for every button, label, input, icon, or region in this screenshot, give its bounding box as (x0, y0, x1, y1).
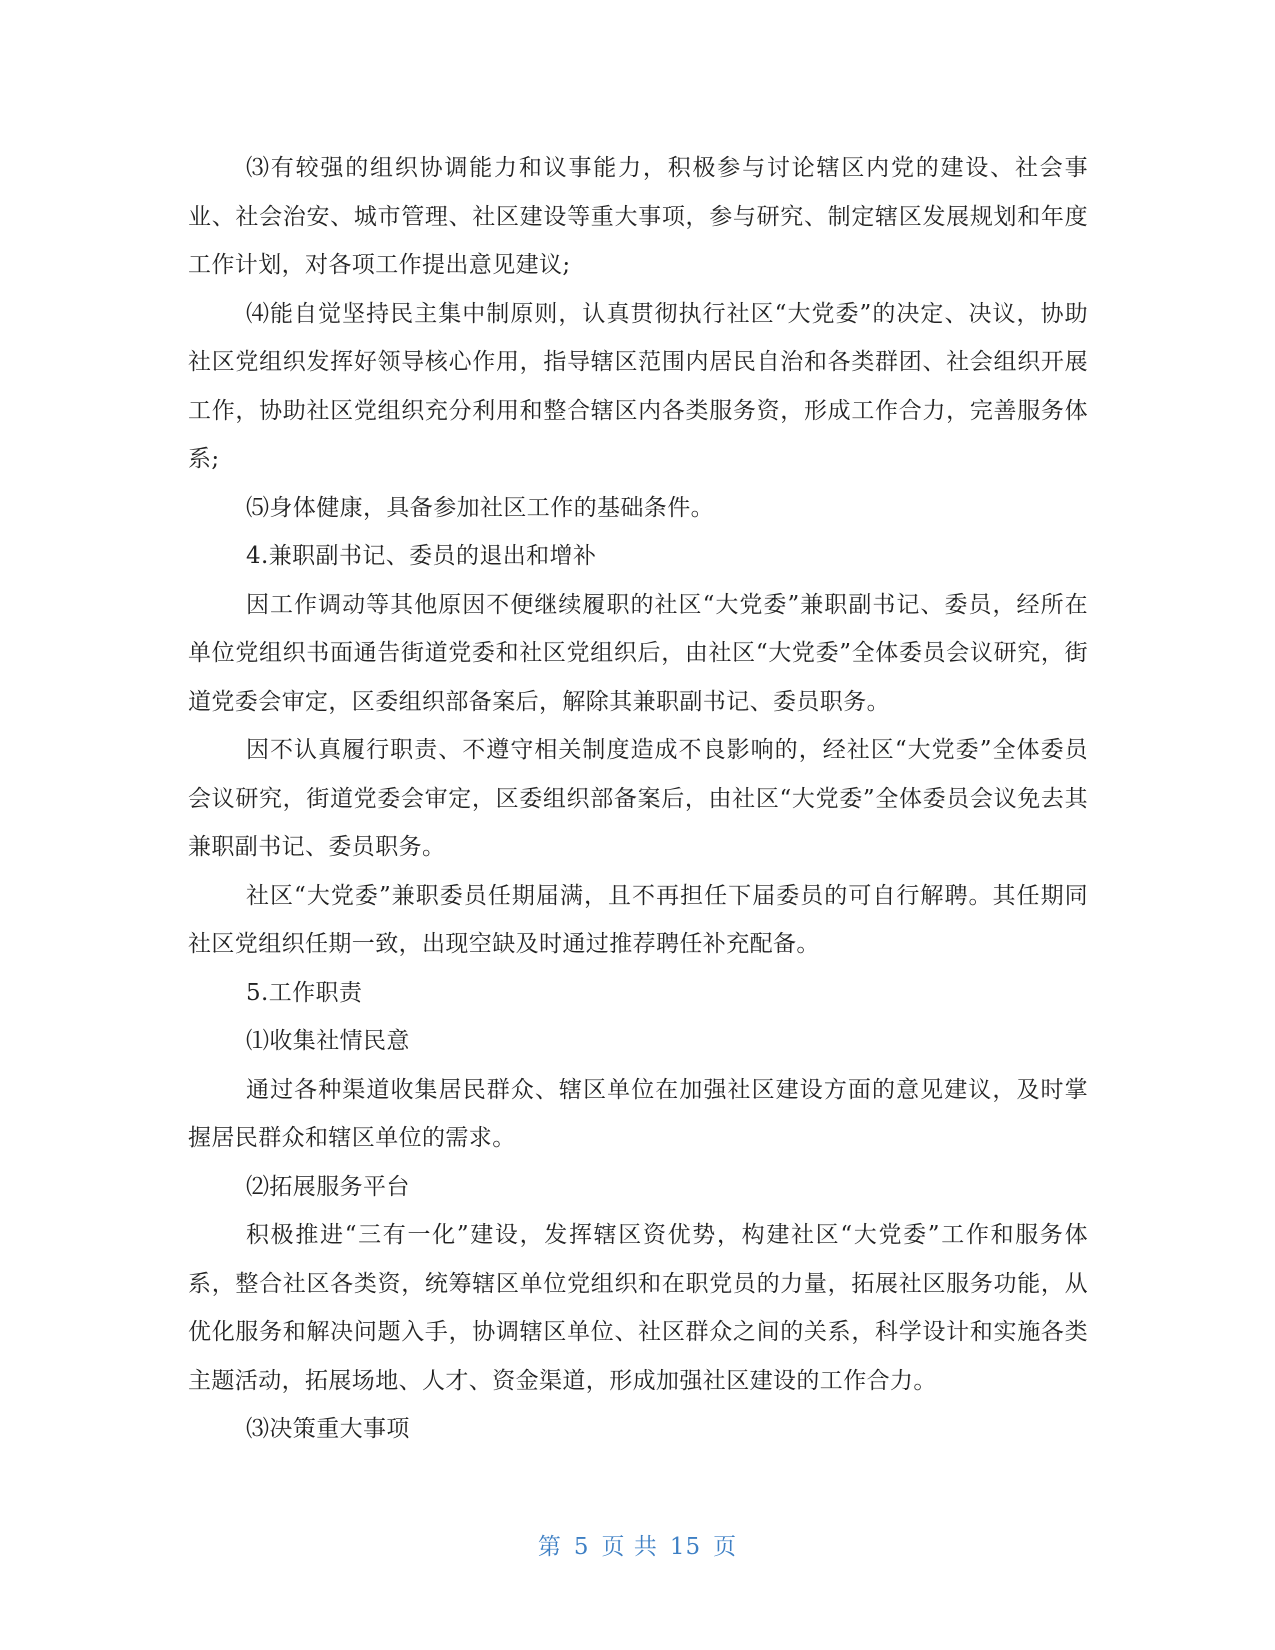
section-heading: 5.工作职责 (246, 979, 363, 1006)
paragraph: ⑶有较强的组织协调能力和议事能力，积极参与讨论辖区内党的建设、社会事业、社会治安、城市管理、社区建设等重大事项，参与研究、制定辖区发展规划和年度工作计划，对各项工作提出意见建议; (188, 155, 1088, 278)
document-body (188, 144, 1088, 1454)
paragraph: 社区“大党委”兼职委员任期届满，且不再担任下届委员的可自行解聘。其任期同社区党组织任期一致，出现空缺及时通过推荐聘任补充配备。 (188, 882, 1088, 957)
footer-prefix: 第 (537, 1534, 562, 1560)
subsection-heading: ⑶决策重大事项 (246, 1416, 410, 1442)
paragraph: 积极推进“三有一化”建设，发挥辖区资优势，构建社区“大党委”工作和服务体系，整合社区各类资，统筹辖区单位党组织和在职党员的力量，拓展社区服务功能，从优化服务和解决问题入手，协调辖区单位、社区群众之间的关系，科学设计和实施各类主题活动，拓展场地、人才、资金渠道，形成加强社区建设的工作合力。 (188, 1222, 1088, 1394)
paragraph: ⑷能自觉坚持民主集中制原则，认真贯彻执行社区“大党委”的决定、决议，协助社区党组织发挥好领导核心作用，指导辖区范围内居民自治和各类群团、社会组织开展工作，协助社区党组织充分利用和整合辖区内各类服务资，形成工作合力，完善服务体系; (188, 300, 1088, 472)
subsection-heading: ⑴收集社情民意 (246, 1028, 410, 1054)
section-heading: 4.兼职副书记、委员的退出和增补 (246, 543, 597, 569)
footer-suffix: 页 (713, 1534, 738, 1560)
paragraph: 因不认真履行职责、不遵守相关制度造成不良影响的，经社区“大党委”全体委员会议研究，街道党委会审定，区委组织部备案后，由社区“大党委”全体委员会议免去其兼职副书记、委员职务。 (188, 737, 1088, 860)
paragraph: 因工作调动等其他原因不便继续履职的社区“大党委”兼职副书记、委员，经所在单位党组织书面通告街道党委和社区党组织后，由社区“大党委”全体委员会议研究，街道党委会审定，区委组织部备案后，解除其兼职副书记、委员职务。 (188, 591, 1088, 715)
page-footer (0, 1528, 1275, 1561)
subsection-heading: ⑵拓展服务平台 (246, 1173, 410, 1200)
footer-middle: 页 共 (601, 1534, 658, 1560)
current-page-number: 5 (573, 1534, 590, 1560)
paragraph: 通过各种渠道收集居民群众、辖区单位在加强社区建设方面的意见建议，及时掌握居民群众和辖区单位的需求。 (188, 1076, 1088, 1151)
paragraph: ⑸身体健康，具备参加社区工作的基础条件。 (246, 494, 714, 521)
total-page-count: 15 (669, 1534, 702, 1560)
